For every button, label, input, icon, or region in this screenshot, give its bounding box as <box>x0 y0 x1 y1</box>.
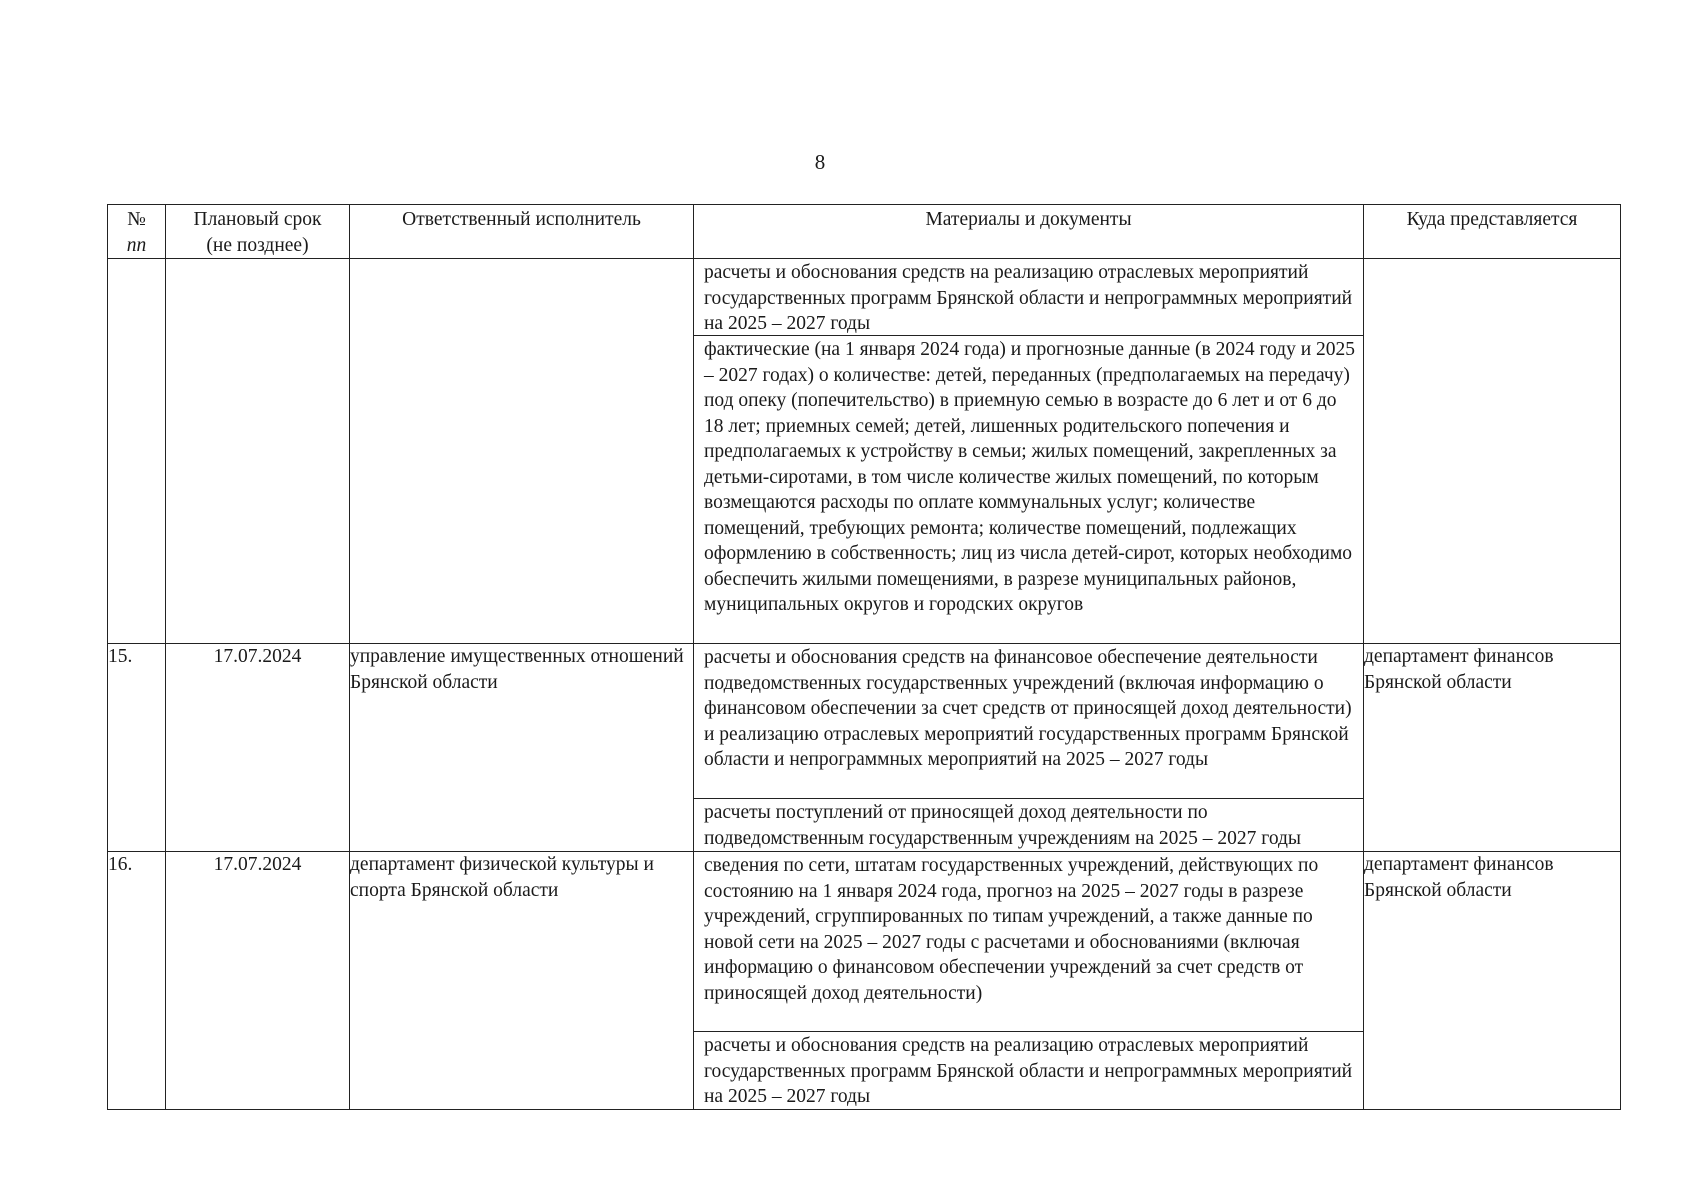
table-row <box>108 259 1621 644</box>
row-deadline: 17.07.2024 <box>166 644 350 852</box>
header-number-bottom: пп <box>126 234 147 256</box>
table-header-row <box>108 205 1621 259</box>
row-executor: департамент физической культуры и спорта Брянской области <box>350 852 694 1110</box>
header-materials: Материалы и документы <box>694 205 1364 259</box>
page-number: 8 <box>814 150 826 174</box>
header-executor: Ответственный исполнитель <box>350 205 694 259</box>
row-executor <box>350 259 694 644</box>
table-row <box>108 644 1621 852</box>
row-number <box>108 259 166 644</box>
header-deadline-line1: Плановый срок <box>193 209 322 230</box>
row-materials <box>694 852 1364 1110</box>
material-item: расчеты и обоснования средств на реализацию отраслевых мероприятий государственных программ Брянской области и непрограммных мероприятий на 2025 – 2027 годы <box>694 1031 1363 1109</box>
header-number-top: № <box>127 209 146 230</box>
header-deadline <box>166 205 350 259</box>
material-item: сведения по сети, штатам государственных учреждений, действующих по состоянию на 1 января 2024 года, прогноз на 2025 – 2027 годы в разрезе учреждений, сгруппированных по типам учреждений, а также данные по новой сети на 2025 – 2027 годы с расчетами и обоснованиями (включая информацию о финансовом обеспечении учреждений за счет средств от приносящей доход деятельности) <box>704 855 1319 1004</box>
header-deadline-line2: (не позднее) <box>206 234 309 256</box>
row-number: 16. <box>108 852 166 1110</box>
row-destination <box>1364 259 1621 644</box>
row-deadline <box>166 259 350 644</box>
material-item: расчеты и обоснования средств на финансовое обеспечение деятельности подведомственных государственных учреждений (включая информацию о финансовом обеспечении за счет средств от приносящей доход деятельности) и реализацию отраслевых мероприятий государственных программ Брянской области и непрограммных мероприятий на 2025 – 2027 годы <box>704 647 1352 770</box>
header-number <box>108 205 166 259</box>
row-deadline: 17.07.2024 <box>166 852 350 1110</box>
plan-table <box>107 204 1621 1110</box>
row-destination: департамент финансов Брянской области <box>1364 644 1621 852</box>
material-item: расчеты и обоснования средств на реализацию отраслевых мероприятий государственных программ Брянской области и непрограммных мероприятий на 2025 – 2027 годы <box>704 262 1353 334</box>
table-row <box>108 852 1621 1110</box>
row-executor: управление имущественных отношений Брянской области <box>350 644 694 852</box>
row-materials <box>694 259 1364 644</box>
material-item: фактические (на 1 января 2024 года) и прогнозные данные (в 2024 году и 2025 – 2027 годах) о количестве: детей, переданных (предполагаемых на передачу) под опеку (попечительство) в приемную семью в возрасте до 6 лет и от 6 до 18 лет; приемных семей; детей, лишенных родительского попечения и предполагаемых к устройству в семьи; жилых помещений, закрепленных за детьми-сиротами, в том числе количестве жилых помещений, по которым возмещаются расходы по оплате коммунальных услуг; количестве помещений, требующих ремонта; количестве помещений, подлежащих оформлению в собственность; лиц из числа детей-сирот, которых необходимо обеспечить жилыми помещениями, в разрезе муниципальных районов, муниципальных округов и городских округов <box>694 335 1363 643</box>
row-destination: департамент финансов Брянской области <box>1364 852 1621 1110</box>
material-item: расчеты поступлений от приносящей доход деятельности по подведомственным государственным учреждениям на 2025 – 2027 годы <box>694 798 1363 851</box>
row-number: 15. <box>108 644 166 852</box>
header-destination: Куда представляется <box>1364 205 1621 259</box>
row-materials <box>694 644 1364 852</box>
